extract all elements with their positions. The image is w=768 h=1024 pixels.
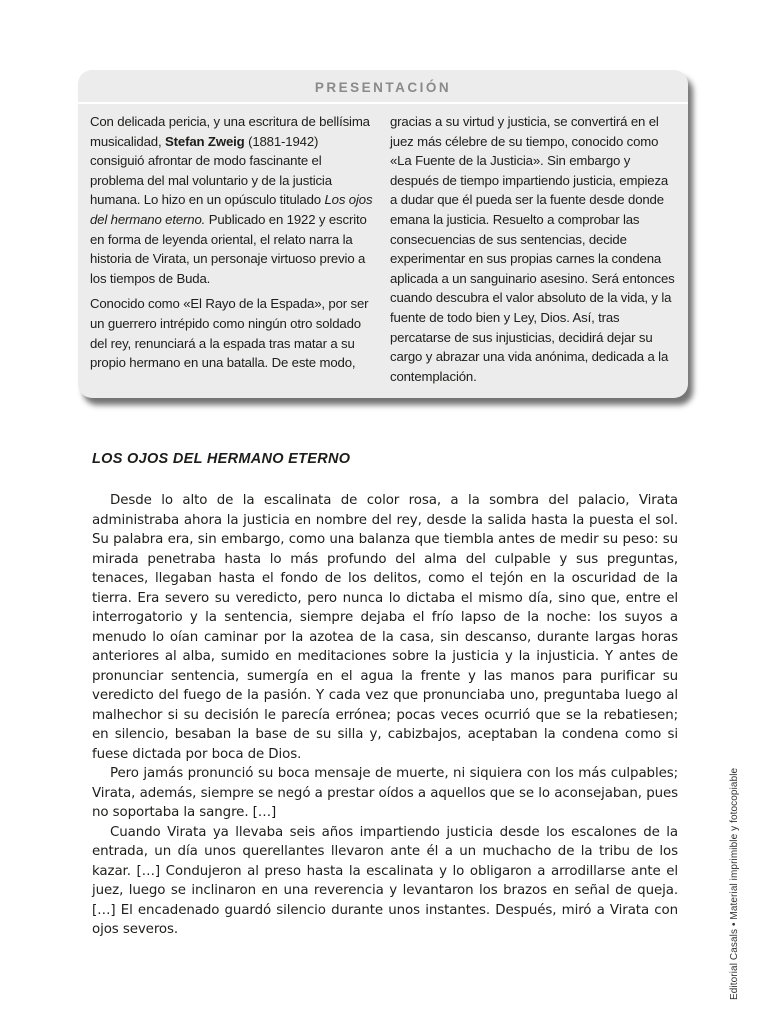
story-paragraph: Pero jamás pronunció su boca mensaje de muerte, ni siquiera con los más culpables; Virata, además, siempre se negó a prestar oídos a aquellos que se lo aconsejaban, pues no soportaba la sangre. […]	[92, 766, 678, 820]
story-paragraph: Cuando Virata ya llevaba seis años impartiendo justicia desde los escalones de la entrada, un día unos querellantes llevaron ante él a un muchacho de la tribu de los kazar. […] Condujeron al preso hasta la escalinata y lo obligaron a arrodillarse ante el juez, luego se inclinaron en una reverencia y levantaron los brazos en señal de queja. […] El encadenado guardó silencio durante unos instantes. Después, miró a Virata con ojos severos.	[92, 824, 678, 937]
presentation-paragraph-1	[90, 112, 376, 288]
story-paragraph: Desde lo alto de la escalinata de color rosa, a la sombra del palacio, Virata administraba ahora la justicia en nombre del rey, desde la salida hasta la puesta el sol. Su palabra era, sin embargo, como una balanza que tiembla antes de medir su peso: su mirada penetraba hasta lo más profundo del alma del culpable y sus preguntas, tenaces, llegaban hasta el fondo de los delitos, como el tejón en la oscuridad de la tierra. Era severo su veredicto, pero nunca lo dictaba el mismo día, sino que, entre el interrogatorio y la sentencia, siempre dejaba el frío lapso de la noche: los suyos a menudo lo oían caminar por la azotea de la casa, sin descanso, durante largas horas anteriores al alba, sumido en meditaciones sobre la justicia y la injusticia. Y antes de pronunciar sentencia, sumergía en el agua la frente y las manos para purificar su veredicto del fuego de la pasión. Y cada vez que pronunciaba uno, preguntaba luego al malhechor si su decisión le parecía errónea; pocas veces ocurrió que se la rebatiesen; en silencio, besaban la base de su silla y, cabizbajos, aceptaban la condena como si fuese dictada por boca de Dios.	[92, 493, 678, 762]
text-span: Con delicada pericia, y una escritura de bellísima musicalidad,	[90, 114, 370, 149]
presentation-title: PRESENTACIÓN	[314, 80, 452, 95]
presentation-divider	[78, 102, 688, 104]
story-title: LOS OJOS DEL HERMANO ETERNO	[92, 451, 351, 467]
presentation-paragraph-2: Conocido como «El Rayo de la Espada», por ser un guerrero intrépido como ningún otro soldado del rey, renunciará a la espada tras matar a su propio hermano en una batalla. De este modo,	[90, 296, 369, 371]
presentation-right-column	[390, 112, 676, 392]
work-title: Los ojos del hermano eterno.	[90, 192, 373, 227]
presentation-box	[78, 70, 688, 398]
text-span: Publicado en 1922 y escrito en forma de leyenda oriental, el relato narra la historia de Virata, un personaje virtuoso previo a los tiempos de Buda.	[90, 211, 367, 286]
presentation-left-column	[90, 112, 376, 379]
author-name: Stefan Zweig	[165, 133, 245, 149]
presentation-paragraph-3: gracias a su virtud y justicia, se convertirá en el juez más célebre de su tiempo, conocido como «La Fuente de la Justicia». Sin embargo y después de tiempo impartiendo justicia, empieza a dudar que él pueda ser la fuente desde donde emana la justicia. Resuelto a comprobar las consecuencias de sus sentencias, decide experimentar en sus propias carnes la condena aplicada a un sanguinario asesino. Será entonces cuando descubra el valor absoluto de la vida, y la fuente de todo bien y Ley, Dios. Así, tras percatarse de sus injusticias, decidirá dejar su cargo y abrazar una vida anónima, dedicada a la contemplación.	[390, 114, 675, 384]
publisher-credit: Editorial Casals • Material imprimible y fotocopiable	[729, 767, 740, 1000]
story-text	[92, 491, 678, 940]
text-span: (1881-1942) consiguió afrontar de modo fascinante el problema del mal voluntario y de la justicia humana. Lo hizo en un opúsculo titulado	[90, 133, 332, 208]
